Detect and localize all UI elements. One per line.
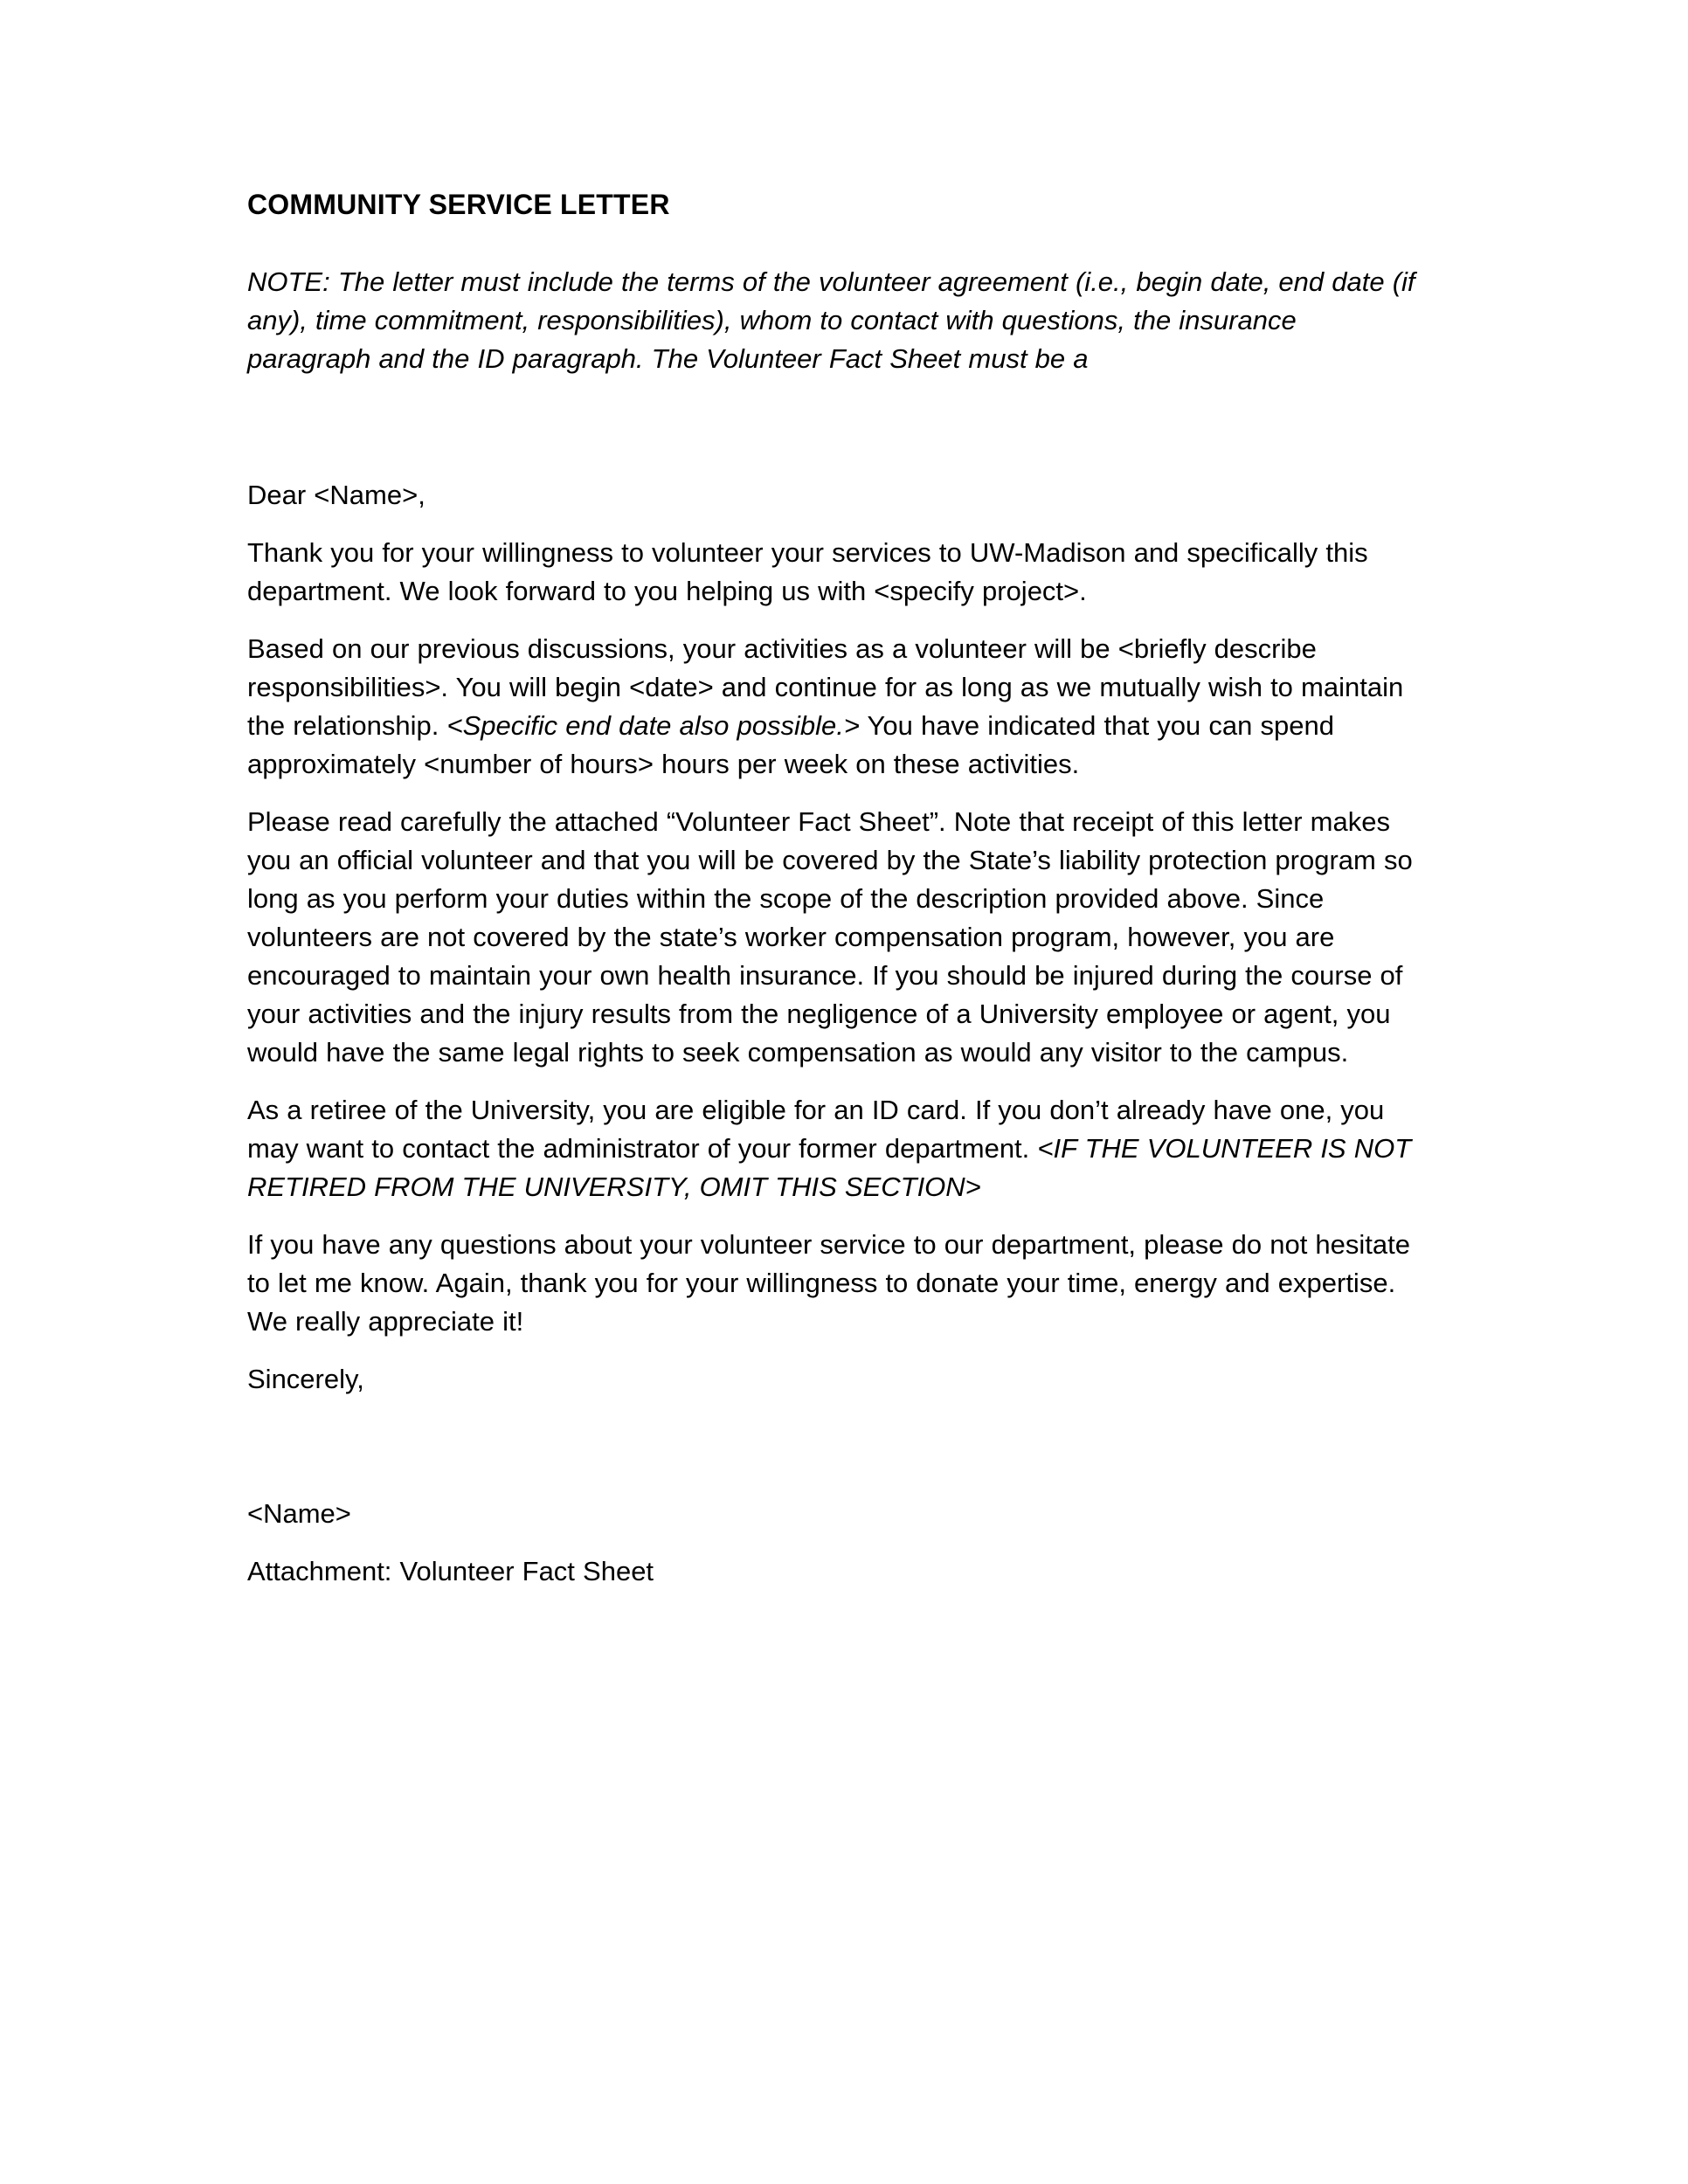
paragraph-activities-text-a: Based on our previous discussions, your activities as a volunteer will be <briefly describe responsibilities>. You will begin <date> and continue for as long as we mutually wish to maintain the relationship. [247,633,1404,741]
page-title: COMMUNITY SERVICE LETTER [247,189,670,220]
letter-body [247,185,1422,1591]
paragraph-retiree-id-omit-note: <IF THE VOLUNTEER IS NOT RETIRED FROM THE UNIVERSITY, OMIT THIS SECTION> [247,1133,1412,1202]
note-paragraph: NOTE: The letter must include the terms of the volunteer agreement (i.e., begin date, end date (if any), time commitment, responsibilities), whom to contact with questions, the insurance paragraph and the ID paragraph. The Volunteer Fact Sheet must be a [247,266,1415,374]
paragraph-retiree-id [247,1091,1422,1206]
signature-space [247,1399,1422,1495]
paragraph-activities-text-b: You have indicated that you can spend approximately <number of hours> hours per week on these activities. [247,710,1334,779]
spacer-after-p1 [247,611,1422,630]
spacer-after-p4 [247,1206,1422,1226]
paragraph-thank-you: Thank you for your willingness to volunteer your services to UW-Madison and specifically this department. We look forward to you helping us with <specify project>. [247,537,1368,606]
spacer-after-p3 [247,1072,1422,1091]
paragraph-fact-sheet-insurance: Please read carefully the attached “Volunteer Fact Sheet”. Note that receipt of this letter makes you an official volunteer and that you will be covered by the State’s liability protection program so long as you perform your duties within the scope of the description provided above. Since volunteers are not covered by the state’s worker compensation program, however, you are encouraged to maintain your own health insurance. If you should be injured during the course of your activities and the injury results from the negligence of a University employee or agent, you would have the same legal rights to seek compensation as would any visitor to the campus. [247,806,1413,1068]
signature-name: <Name> [247,1498,351,1529]
spacer-after-title [247,224,1422,263]
salutation: Dear <Name>, [247,480,425,510]
attachment-line: Attachment: Volunteer Fact Sheet [247,1556,654,1586]
paragraph-questions-thanks: If you have any questions about your volunteer service to our department, please do not hesitate to let me know. Again, thank you for your willingness to donate your time, energy and expertise. We really appreciate it! [247,1229,1410,1337]
spacer-after-p5 [247,1341,1422,1360]
spacer-after-signature [247,1533,1422,1552]
closing-salutation: Sincerely, [247,1364,364,1394]
paragraph-activities-italic-note: <Specific end date also possible.> [446,710,860,741]
spacer-after-p2 [247,784,1422,803]
spacer-after-salutation [247,515,1422,534]
paragraph-retiree-id-text: As a retiree of the University, you are eligible for an ID card. If you don’t already have one, you may want to contact the administrator of your former department. [247,1095,1385,1164]
spacer-after-note [247,378,1422,476]
paragraph-activities [247,630,1422,784]
